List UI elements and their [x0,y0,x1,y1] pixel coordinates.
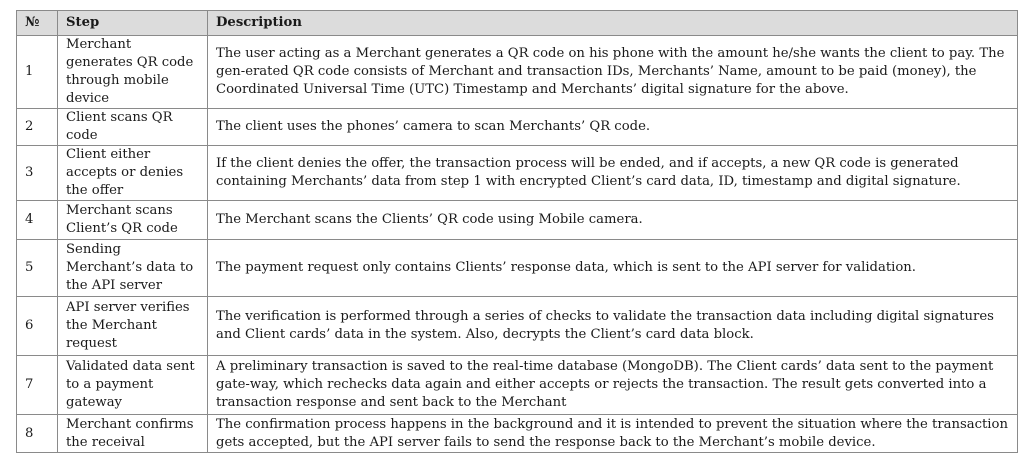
row-step: API server verifies the Merchant request [58,297,208,356]
row-step: Client scans QR code [58,109,208,146]
row-num: 3 [17,146,58,201]
row-num: 5 [17,240,58,297]
table-row [17,356,1018,415]
row-num: 1 [17,36,58,109]
row-description: If the client denies the offer, the transaction process will be ended, and if accepts, a new QR code is generated containing Merchants’ data from step 1 with encrypted Client’s card data, ID, timestamp and digital signature. [208,146,1018,201]
table-row [17,109,1018,146]
table-row [17,36,1018,109]
row-step: Sending Merchant’s data to the API server [58,240,208,297]
process-steps-table [16,10,1018,453]
table-row [17,201,1018,240]
row-step: Merchant confirms the receival [58,415,208,453]
table-header-row [17,11,1018,36]
table-row [17,240,1018,297]
row-step: Client either accepts or denies the offer [58,146,208,201]
row-description: The confirmation process happens in the background and it is intended to prevent the situation where the transaction gets accepted, but the API server fails to send the response back to the Merchant’s mobile device. [208,415,1018,453]
row-step: Merchant scans Client’s QR code [58,201,208,240]
row-num: 6 [17,297,58,356]
row-description: The payment request only contains Clients’ response data, which is sent to the API server for validation. [208,240,1018,297]
row-step: Validated data sent to a payment gateway [58,356,208,415]
row-num: 4 [17,201,58,240]
row-description: The client uses the phones’ camera to scan Merchants’ QR code. [208,109,1018,146]
row-num: 8 [17,415,58,453]
table-row [17,415,1018,453]
table-row [17,297,1018,356]
row-step: Merchant generates QR code through mobile device [58,36,208,109]
row-num: 7 [17,356,58,415]
row-num: 2 [17,109,58,146]
header-step: Step [58,11,208,36]
header-num: № [17,11,58,36]
row-description: The Merchant scans the Clients’ QR code using Mobile camera. [208,201,1018,240]
row-description: The verification is performed through a series of checks to validate the transaction data including digital signatures and Client cards’ data in the system. Also, decrypts the Client’s card data block. [208,297,1018,356]
row-description: The user acting as a Merchant generates a QR code on his phone with the amount he/she wants the client to pay. The gen-erated QR code consists of Merchant and transaction IDs, Merchants’ Name, amount to be paid (money), the Coordinated Universal Time (UTC) Timestamp and Merchants’ digital signature for the above. [208,36,1018,109]
header-description: Description [208,11,1018,36]
table-row [17,146,1018,201]
row-description: A preliminary transaction is saved to the real-time database (MongoDB). The Client cards’ data sent to the payment gate-way, which rechecks data again and either accepts or rejects the transaction. The result gets converted into a transaction response and sent back to the Merchant [208,356,1018,415]
